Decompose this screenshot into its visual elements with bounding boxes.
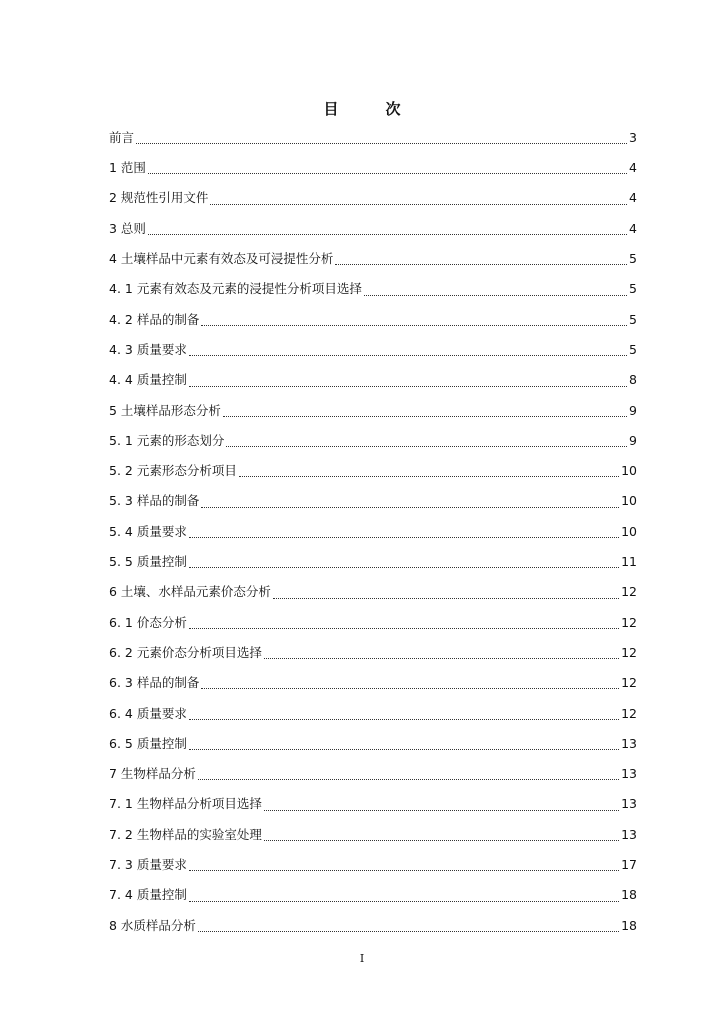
page-number: I: [359, 952, 365, 965]
toc-entry[interactable]: [109, 880, 637, 910]
toc-entry[interactable]: [109, 577, 637, 607]
toc-entry-label: 4 土壤样品中元素有效态及可浸提性分析: [109, 251, 334, 267]
toc-entry-label: 2 规范性引用文件: [109, 190, 209, 206]
dot-leader: [201, 506, 619, 508]
toc-entry-label: 前言: [109, 129, 135, 145]
toc-entry-page: 9: [629, 402, 637, 418]
toc-entry-page: 4: [629, 220, 637, 236]
dot-leader: [210, 203, 627, 205]
dot-leader: [148, 233, 627, 235]
toc-entry[interactable]: [109, 184, 637, 214]
dot-leader: [364, 294, 627, 296]
toc-entry-page: 12: [621, 705, 637, 721]
toc-list: [109, 123, 637, 941]
dot-leader: [189, 354, 627, 356]
toc-entry-label: 4. 4 质量控制: [109, 372, 187, 388]
dot-leader: [189, 900, 619, 902]
toc-entry-page: 13: [621, 735, 637, 751]
toc-entry[interactable]: [109, 850, 637, 880]
toc-entry-label: 7. 1 生物样品分析项目选择: [109, 796, 262, 812]
toc-entry[interactable]: [109, 911, 637, 941]
toc-entry[interactable]: [109, 638, 637, 668]
toc-entry-page: 5: [629, 251, 637, 267]
toc-entry[interactable]: [109, 123, 637, 153]
toc-entry[interactable]: [109, 396, 637, 426]
toc-entry-label: 4. 2 样品的制备: [109, 311, 200, 327]
toc-entry-page: 10: [621, 463, 637, 479]
toc-entry-page: 5: [629, 311, 637, 327]
dot-leader: [189, 536, 619, 538]
toc-entry-page: 3: [629, 129, 637, 145]
toc-entry-label: 5. 4 质量要求: [109, 523, 187, 539]
dot-leader: [189, 869, 619, 871]
dot-leader: [189, 718, 619, 720]
toc-entry-label: 6. 3 样品的制备: [109, 675, 200, 691]
toc-entry[interactable]: [109, 274, 637, 304]
toc-entry-label: 4. 3 质量要求: [109, 341, 187, 357]
toc-entry[interactable]: [109, 820, 637, 850]
toc-entry-label: 5. 1 元素的形态划分: [109, 432, 225, 448]
toc-entry-page: 12: [621, 644, 637, 660]
dot-leader: [335, 263, 627, 265]
dot-leader: [198, 930, 619, 932]
toc-entry-label: 7. 3 质量要求: [109, 857, 187, 873]
toc-entry-label: 5. 5 质量控制: [109, 554, 187, 570]
dot-leader: [189, 385, 627, 387]
dot-leader: [189, 748, 619, 750]
toc-entry-page: 17: [621, 857, 637, 873]
dot-leader: [226, 445, 627, 447]
toc-entry-page: 8: [629, 372, 637, 388]
toc-entry[interactable]: [109, 668, 637, 698]
toc-entry[interactable]: [109, 365, 637, 395]
toc-entry-page: 5: [629, 341, 637, 357]
toc-entry-page: 18: [621, 917, 637, 933]
toc-entry-label: 5. 2 元素形态分析项目: [109, 463, 237, 479]
toc-entry-page: 11: [621, 554, 637, 570]
toc-entry-page: 4: [629, 190, 637, 206]
toc-entry[interactable]: [109, 214, 637, 244]
toc-entry-label: 6. 2 元素价态分析项目选择: [109, 644, 262, 660]
toc-entry-label: 4. 1 元素有效态及元素的浸提性分析项目选择: [109, 281, 362, 297]
dot-leader: [189, 566, 619, 568]
toc-entry-label: 8 水质样品分析: [109, 917, 196, 933]
toc-entry[interactable]: [109, 699, 637, 729]
toc-entry[interactable]: [109, 608, 637, 638]
dot-leader: [148, 172, 627, 174]
dot-leader: [223, 415, 627, 417]
toc-entry-page: 13: [621, 826, 637, 842]
toc-entry[interactable]: [109, 305, 637, 335]
toc-entry[interactable]: [109, 790, 637, 820]
dot-leader: [264, 839, 619, 841]
toc-entry[interactable]: [109, 244, 637, 274]
toc-entry-label: 6. 5 质量控制: [109, 735, 187, 751]
dot-leader: [273, 597, 619, 599]
dot-leader: [198, 778, 619, 780]
toc-entry-page: 13: [621, 766, 637, 782]
dot-leader: [239, 475, 619, 477]
toc-entry-label: 6 土壤、水样品元素价态分析: [109, 584, 271, 600]
toc-entry[interactable]: [109, 517, 637, 547]
dot-leader: [201, 324, 627, 326]
toc-entry[interactable]: [109, 426, 637, 456]
toc-entry[interactable]: [109, 487, 637, 517]
toc-entry-label: 1 范围: [109, 160, 146, 176]
toc-entry[interactable]: [109, 759, 637, 789]
toc-entry-page: 13: [621, 796, 637, 812]
toc-entry-label: 5 土壤样品形态分析: [109, 402, 221, 418]
dot-leader: [189, 627, 619, 629]
toc-entry-label: 7 生物样品分析: [109, 766, 196, 782]
toc-entry-page: 12: [621, 675, 637, 691]
toc-entry-page: 5: [629, 281, 637, 297]
dot-leader: [264, 809, 619, 811]
toc-entry-label: 3 总则: [109, 220, 146, 236]
toc-entry[interactable]: [109, 335, 637, 365]
toc-entry-page: 12: [621, 614, 637, 630]
toc-entry-page: 18: [621, 887, 637, 903]
toc-entry[interactable]: [109, 456, 637, 486]
toc-entry-label: 7. 4 质量控制: [109, 887, 187, 903]
dot-leader: [264, 657, 619, 659]
toc-entry-page: 9: [629, 432, 637, 448]
toc-entry-page: 12: [621, 584, 637, 600]
page-title: 目 次: [323, 100, 417, 118]
toc-entry-page: 10: [621, 523, 637, 539]
dot-leader: [201, 687, 619, 689]
toc-entry[interactable]: [109, 547, 637, 577]
toc-entry[interactable]: [109, 729, 637, 759]
toc-entry-page: 4: [629, 160, 637, 176]
toc-entry-label: 5. 3 样品的制备: [109, 493, 200, 509]
toc-entry-label: 7. 2 生物样品的实验室处理: [109, 826, 262, 842]
toc-entry-label: 6. 4 质量要求: [109, 705, 187, 721]
toc-entry-label: 6. 1 价态分析: [109, 614, 187, 630]
toc-entry[interactable]: [109, 153, 637, 183]
dot-leader: [136, 142, 627, 144]
toc-entry-page: 10: [621, 493, 637, 509]
